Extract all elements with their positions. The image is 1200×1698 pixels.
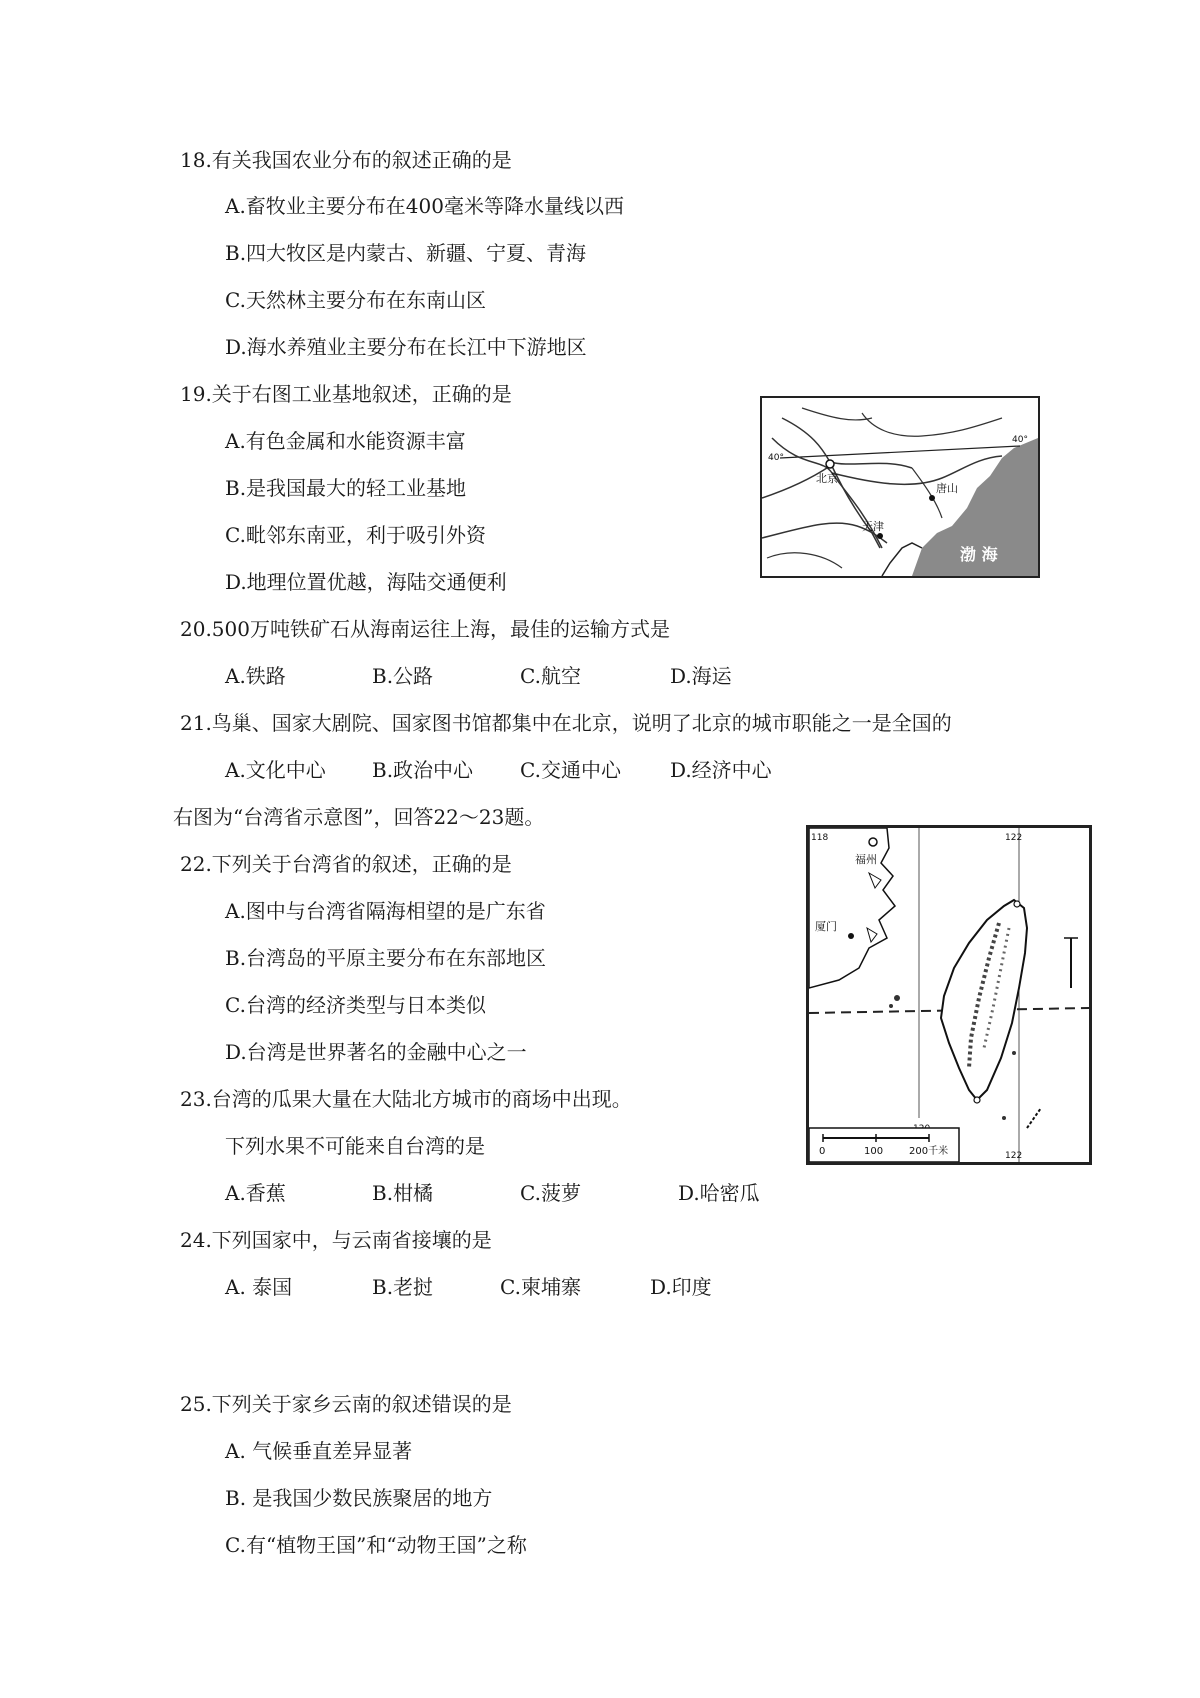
question-23-option-d: D.哈密瓜 [678,1181,760,1205]
question-23-stem: 23.台湾的瓜果大量在大陆北方城市的商场中出现。 [180,1087,632,1111]
question-22-option-a: A.图中与台湾省隔海相望的是广东省 [225,899,546,923]
bohai-label: 渤 海 [960,545,998,564]
lon-122-top-label: 122 [1005,833,1023,843]
question-23-option-b: B.柑橘 [372,1181,434,1205]
tangshan-marker [929,495,935,501]
taiwan-island [941,900,1027,1100]
tangshan-label: 唐山 [936,482,958,495]
beijing-marker [826,460,834,468]
question-18-option-b: B.四大牧区是内蒙古、新疆、宁夏、青海 [225,241,587,265]
question-23-stem-2: 下列水果不可能来自台湾的是 [225,1134,485,1158]
question-18-option-c: C.天然林主要分布在东南山区 [225,288,486,312]
question-18-option-a: A.畜牧业主要分布在400毫米等降水量线以西 [225,194,624,218]
question-23-option-a: A.香蕉 [225,1181,286,1205]
question-22-option-c: C.台湾的经济类型与日本类似 [225,993,486,1017]
tianjin-marker [877,533,883,539]
question-25-option-c: C.有“植物王国”和“动物王国”之称 [225,1533,527,1557]
question-18-stem: 18.有关我国农业分布的叙述正确的是 [180,148,512,172]
beijing-label: 北京 [816,472,838,485]
question-22-stem: 22.下列关于台湾省的叙述，正确的是 [180,852,512,876]
question-24-option-b: B.老挝 [372,1275,434,1299]
intro-22-23: 右图为“台湾省示意图”，回答22～23题。 [173,805,545,829]
question-24-option-c: C.柬埔寨 [500,1275,581,1299]
question-19-option-c: C.毗邻东南亚，利于吸引外资 [225,523,486,547]
question-24-option-d: D.印度 [650,1275,712,1299]
question-19-option-d: D.地理位置优越，海陆交通便利 [225,570,507,594]
question-24-stem: 24.下列国家中，与云南省接壤的是 [180,1228,492,1252]
question-20-option-b: B.公路 [372,664,434,688]
scale-100-label: 100 [864,1146,884,1157]
question-25-stem: 25.下列关于家乡云南的叙述错误的是 [180,1392,512,1416]
question-21-option-d: D.经济中心 [670,758,772,782]
lon-122-bottom-label: 122 [1005,1151,1023,1161]
question-18-option-d: D.海水养殖业主要分布在长江中下游地区 [225,335,587,359]
jingjintang-map [760,396,1040,578]
question-19-stem: 19.关于右图工业基地叙述，正确的是 [180,382,512,406]
question-20-option-d: D.海运 [670,664,732,688]
question-20-stem: 20.500万吨铁矿石从海南运往上海，最佳的运输方式是 [180,617,670,641]
lat-left-label: 40° [768,453,784,463]
parallel-40-line [780,446,1020,458]
tianjin-label: 天津 [862,520,884,533]
question-23-option-c: C.菠萝 [520,1181,581,1205]
question-21-option-b: B.政治中心 [372,758,474,782]
fujian-coast [809,828,895,988]
question-21-option-c: C.交通中心 [520,758,621,782]
question-19-option-b: B.是我国最大的轻工业基地 [225,476,467,500]
question-21-stem: 21.鸟巢、国家大剧院、国家图书馆都集中在北京，说明了北京的城市职能之一是全国的 [180,711,952,735]
question-20-option-c: C.航空 [520,664,581,688]
fuzhou-marker [869,838,877,846]
lat-right-label: 40° [1012,435,1028,445]
question-25-option-b: B. 是我国少数民族聚居的地方 [225,1486,493,1510]
xiamen-label: 厦门 [815,920,837,933]
fuzhou-label: 福州 [855,853,877,866]
question-19-option-a: A.有色金属和水能资源丰富 [225,429,466,453]
question-21-option-a: A.文化中心 [225,758,326,782]
taiwan-map [806,825,1092,1165]
question-25-option-a: A. 气候垂直差异显著 [225,1439,413,1463]
question-24-option-a: A. 泰国 [225,1275,293,1299]
question-22-option-d: D.台湾是世界著名的金融中心之一 [225,1040,527,1064]
scale-200-label: 200千米 [909,1146,949,1157]
lon-118-label: 118 [811,833,829,843]
question-22-option-b: B.台湾岛的平原主要分布在东部地区 [225,946,547,970]
question-20-option-a: A.铁路 [225,664,286,688]
xiamen-marker [848,933,854,939]
scale-0-label: 0 [819,1146,826,1157]
